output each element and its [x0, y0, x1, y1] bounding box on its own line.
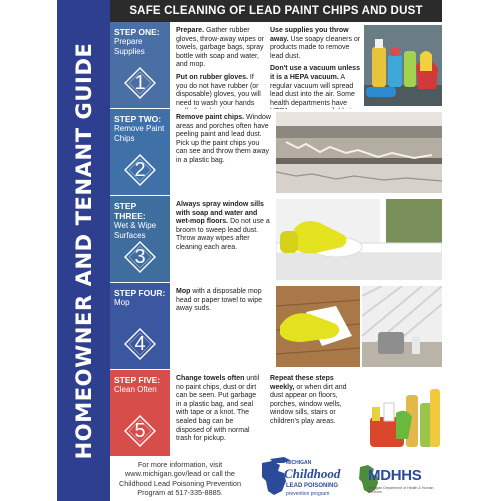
- step-3-label-block: [110, 196, 170, 282]
- step-1-sublabel: Prepare Supplies: [114, 37, 145, 56]
- steps-list: [110, 22, 442, 457]
- step-4: [110, 283, 442, 370]
- childhood-lead-logo: [256, 457, 348, 501]
- step-1-para-3: [270, 27, 364, 61]
- step-4-number: 4: [134, 333, 146, 355]
- footer-info: For more information, visit www.michigan.gov/lead or call the Childhood Lead Poisoning Prevention Program at 517-335-8885.: [118, 460, 242, 497]
- step-5-sublabel: Clean Often: [114, 385, 157, 394]
- step-5: [110, 370, 442, 457]
- para-bold: Don't use a vacuum unless it is a HEPA vacuum.: [270, 65, 360, 81]
- para-text: Gather rubber gloves, throw-away wipes or towels, garbage bags, spray bottle with soap and water, and mop.: [176, 27, 264, 69]
- step-4-sublabel: Mop: [114, 298, 130, 307]
- para-bold: Mop: [176, 288, 191, 295]
- para-text: or when dirt and dust appear on floors, porches, window wells, window sills, stairs or children's play areas.: [270, 383, 347, 425]
- step-1-col-1: [176, 27, 264, 108]
- sidebar-banner: [57, 0, 110, 501]
- para-text: until no paint chips, dust or dirt can be seen. Put garbage in a plastic bag, and seal with tape or a knot. The sealed bag can be disposed of with normal trash for pickup.: [176, 375, 260, 443]
- logo2-text: MDHHS: [368, 466, 422, 484]
- step-1-label: STEP ONE:: [114, 27, 160, 37]
- para-bold: Always spray window sills with soap and water and wet-mop floors.: [176, 201, 264, 226]
- step-1-para-1: [176, 27, 264, 70]
- para-text: If you do not have rubber (or disposable) gloves, you will need to wash your hands: [176, 73, 261, 107]
- step-4-label: STEP FOUR:: [114, 288, 166, 298]
- step-2: [110, 109, 442, 196]
- cleaning-products-image: [366, 373, 442, 454]
- step-4-col-1: [176, 288, 272, 369]
- step-2-para-1: [176, 114, 272, 166]
- step-3-col-1: [176, 201, 272, 282]
- step-2-sublabel: Remove Paint Chips: [114, 124, 165, 143]
- step-3-sublabel: Wet & Wipe Surfaces: [114, 221, 157, 240]
- para-bold: Put on rubber gloves.: [176, 73, 248, 81]
- step-3: [110, 196, 442, 283]
- step-5-number: 5: [134, 420, 146, 442]
- step-5-col-1: [176, 375, 262, 456]
- logo2-sub: Michigan Department of Health & Human Services: [368, 485, 434, 494]
- wiping-window-sill-image: [276, 199, 442, 280]
- step-5-label: STEP FIVE:: [114, 375, 161, 385]
- step-5-para-1: [176, 375, 262, 444]
- step-4-label-block: [110, 283, 170, 369]
- para-text: Window areas and porches often have peeling paint and lead dust. Pick up the paint chips you can see and throw them away in a plastic bag.: [176, 114, 271, 164]
- mopping-floor-image: [276, 286, 442, 367]
- para-text: Use soapy cleaners or products made to remove lead dust.: [270, 35, 361, 60]
- para-bold: Remove paint chips.: [176, 114, 245, 121]
- footer: [110, 456, 442, 501]
- step-2-number: 2: [134, 159, 146, 181]
- step-3-number: 3: [134, 246, 146, 268]
- para-bold: Repeat these steps weekly,: [270, 375, 334, 391]
- page-title: SAFE CLEANING OF LEAD PAINT CHIPS AND DUST: [110, 0, 442, 22]
- step-2-label: STEP TWO:: [114, 114, 162, 124]
- sidebar-title: HOMEOWNER AND TENANT GUIDE: [71, 42, 96, 459]
- para-bold: Change towels often: [176, 375, 245, 382]
- step-3-para-1: [176, 201, 272, 253]
- logo1-line2: LEAD POISONING: [286, 482, 339, 489]
- step-1-col-2: [270, 27, 364, 108]
- step-3-label: STEP THREE:: [114, 201, 146, 221]
- step-1: [110, 22, 442, 109]
- para-bold: Prepare.: [176, 27, 205, 34]
- para-bold: Use supplies you throw away.: [270, 27, 349, 43]
- peeling-paint-image: [276, 112, 442, 193]
- mdhhs-logo: [354, 457, 440, 501]
- logo1-top: MICHIGAN: [286, 459, 312, 466]
- logo1-line3: prevention program: [286, 490, 330, 497]
- para-text: with a disposable mop head or paper towel to wipe away suds.: [176, 288, 262, 313]
- step-5-col-2: [270, 375, 356, 456]
- step-2-label-block: [110, 109, 170, 195]
- step-5-label-block: [110, 370, 170, 456]
- logo1-line1: Childhood: [284, 465, 341, 481]
- step-1-number: 1: [134, 72, 146, 94]
- para-text: Do not use a broom to sweep lead dust. Throw away wipes after cleaning each area.: [176, 218, 270, 251]
- step-2-col-1: [176, 114, 272, 195]
- step-5-para-2: [270, 375, 356, 427]
- para-text: A regular vacuum will spread lead dust into the air. Some health departments have: [270, 73, 355, 107]
- step-1-label-block: [110, 22, 170, 108]
- step-4-para-1: [176, 288, 272, 314]
- cleaning-supplies-image: [364, 25, 442, 106]
